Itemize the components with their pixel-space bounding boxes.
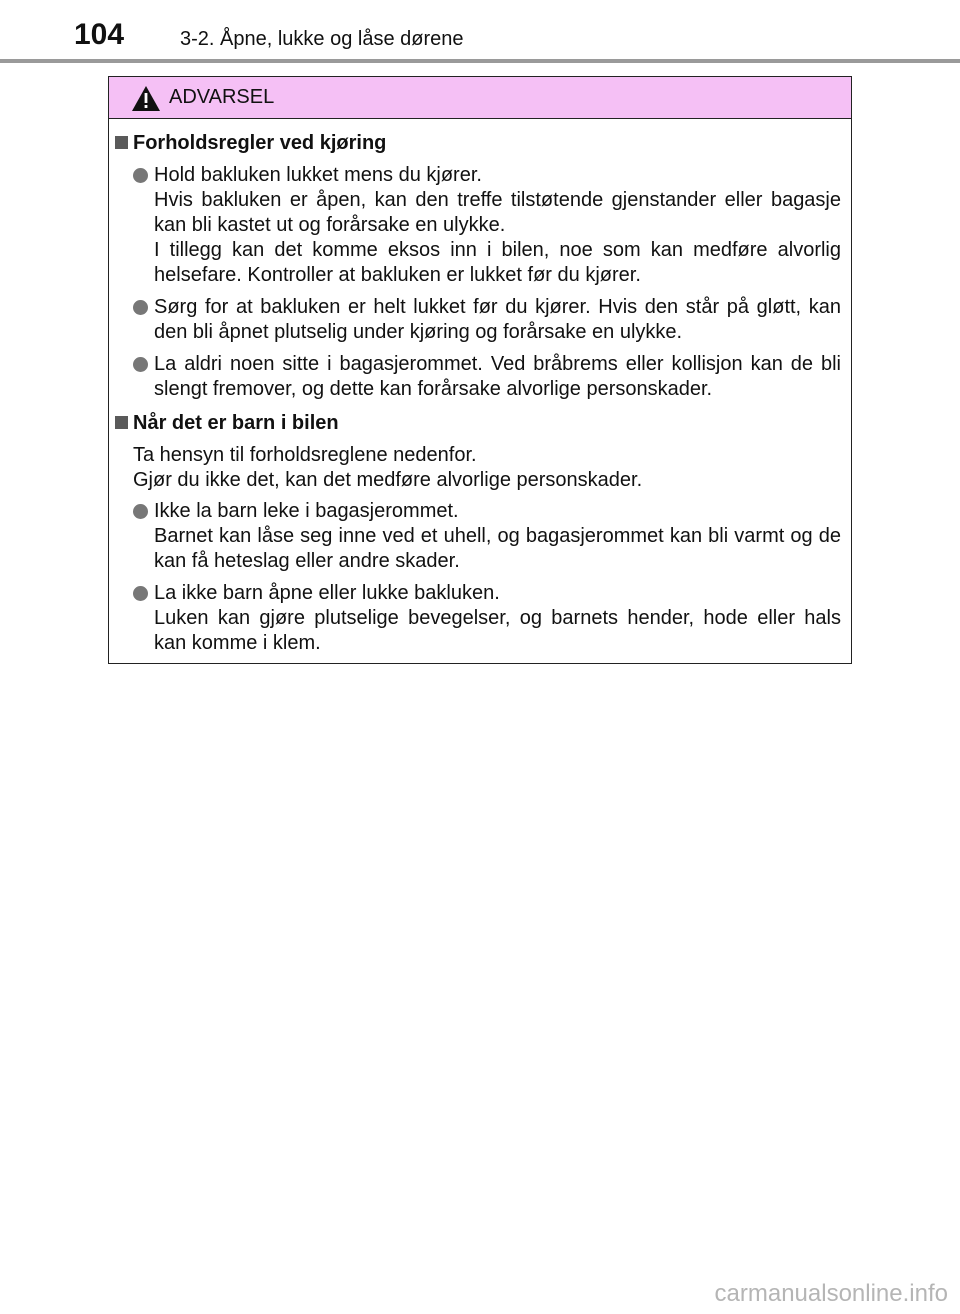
round-bullet-icon bbox=[133, 357, 148, 372]
warning-title: ADVARSEL bbox=[169, 86, 275, 108]
list-item: La ikke barn åpne eller lukke bakluken. Luken kan gjøre plutselige bevegelser, og barnets hender, hode eller hals kan komme i klem. bbox=[109, 581, 841, 656]
header-divider bbox=[0, 59, 960, 63]
list-item: Hold bakluken lukket mens du kjører. Hvis bakluken er åpen, kan den treffe tilstøtende gjenstander eller bagasje kan bli kastet ut og forårsake en ulykke. I tillegg kan det komme eksos inn i bilen, noe som kan medføre alvorlig helsefare. Kontroller at bakluken er lukket før du kjører. bbox=[109, 163, 841, 288]
list-item: La aldri noen sitte i bagasjerommet. Ved bråbrems eller kollisjon kan de bli slengt fremover, og dette kan forårsake alvorlige personskader. bbox=[109, 352, 841, 402]
list-item: Ikke la barn leke i bagasjerommet. Barnet kan låse seg inne ved et uhell, og bagasjerommet kan bli varmt og de kan få heteslag eller andre skader. bbox=[109, 499, 841, 574]
warning-triangle-icon bbox=[131, 85, 161, 112]
warning-box bbox=[108, 76, 852, 664]
page-number: 104 bbox=[74, 18, 125, 51]
list-item: Sørg for at bakluken er helt lukket før du kjører. Hvis den står på gløtt, kan den bli åpnet plutselig under kjøring og forårsake en ulykke. bbox=[109, 295, 841, 345]
warning-body bbox=[109, 119, 851, 656]
square-bullet-icon bbox=[115, 416, 128, 429]
round-bullet-icon bbox=[133, 504, 148, 519]
square-bullet-icon bbox=[115, 136, 128, 149]
watermark: carmanualsonline.info bbox=[714, 1280, 948, 1307]
round-bullet-icon bbox=[133, 300, 148, 315]
round-bullet-icon bbox=[133, 168, 148, 183]
section-heading: Når det er barn i bilen bbox=[109, 409, 841, 437]
section-title: 3-2. Åpne, lukke og låse dørene bbox=[180, 28, 464, 50]
section-heading: Forholdsregler ved kjøring bbox=[109, 129, 841, 157]
warning-header bbox=[109, 77, 851, 119]
round-bullet-icon bbox=[133, 586, 148, 601]
section-intro: Ta hensyn til forholdsreglene nedenfor. Gjør du ikke det, kan det medføre alvorlige personskader. bbox=[133, 444, 643, 491]
